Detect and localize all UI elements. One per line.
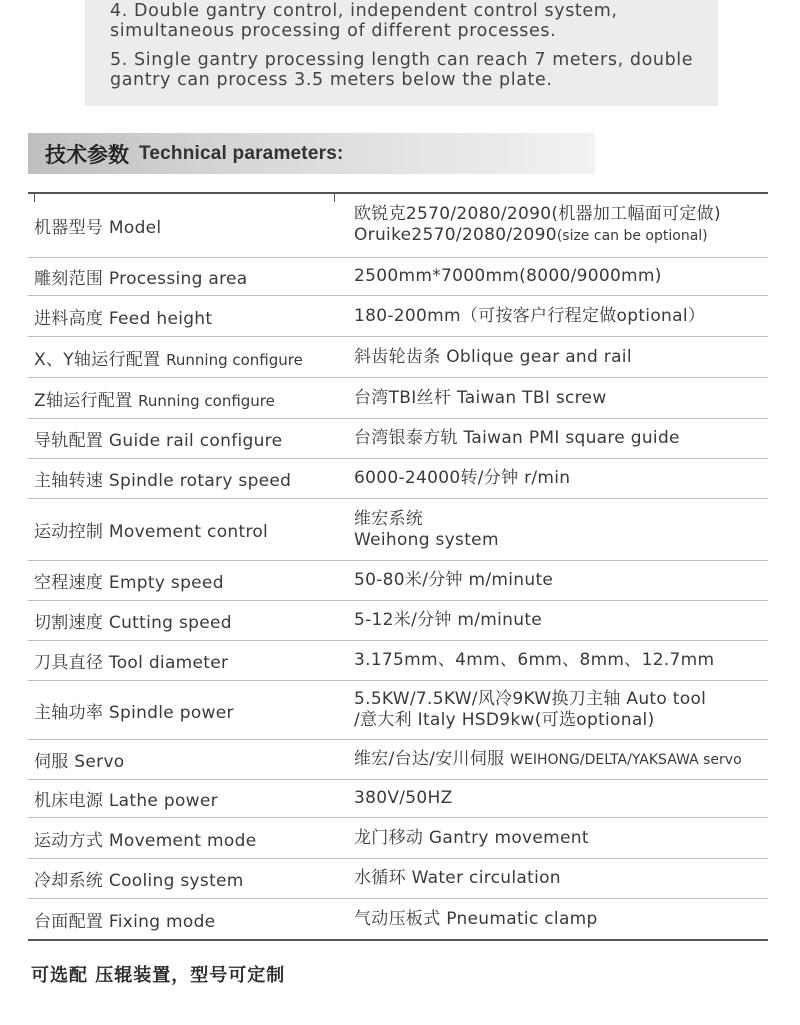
parameter-value (348, 266, 768, 287)
parameter-value (348, 610, 768, 631)
table-row (28, 601, 768, 641)
parameter-label-text: 雕刻范围 Processing area (34, 269, 248, 289)
parameter-value-text: 维宏/台达/安川伺服 (354, 748, 511, 769)
table-row (28, 378, 768, 419)
table-row (28, 499, 768, 561)
parameter-value-line (354, 509, 768, 530)
parameter-label-text: Z轴运行配置 (34, 390, 139, 411)
table-row (28, 459, 768, 499)
section-title-cn: 技术参数 (45, 142, 129, 167)
parameter-value-text: Oruike2570/2080/2090 (354, 225, 557, 245)
parameter-value-line (354, 388, 768, 409)
parameter-value-line (354, 749, 768, 771)
parameter-label-text: 刀具直径 Tool diameter (34, 653, 229, 673)
parameter-value (348, 749, 768, 771)
section-title-bar (28, 133, 595, 174)
parameter-label-text: 运动控制 Movement control (34, 522, 269, 542)
parameter-value-line (354, 610, 768, 631)
parameter-label-small: Running configure (166, 350, 303, 369)
parameter-label (28, 213, 348, 238)
table-row (28, 740, 768, 780)
parameter-value-line (354, 225, 768, 247)
parameter-value-text: 380V/50HZ (354, 788, 453, 808)
intro-box (85, 0, 718, 106)
parameter-label (28, 568, 348, 593)
parameter-label (28, 826, 348, 851)
parameter-value-line (354, 689, 768, 710)
table-row (28, 818, 768, 859)
parameter-label (28, 466, 348, 491)
column-tick (34, 194, 35, 202)
parameter-value-text: 2500mm*7000mm(8000/9000mm) (354, 266, 662, 286)
parameter-label-text: 空程速度 Empty speed (34, 573, 224, 593)
parameter-label-text: 机器型号 Model (34, 218, 162, 238)
parameter-value-text: 3.175mm、4mm、6mm、8mm、12.7mm (354, 650, 715, 670)
parameter-value (348, 909, 768, 930)
parameter-label-text: 进料高度 Feed height (34, 308, 213, 329)
parameter-label (28, 747, 348, 772)
parameter-value-text: 龙门移动 Gantry movement (354, 827, 589, 848)
parameter-value-line (354, 650, 768, 671)
parameter-value-line (354, 347, 768, 368)
parameter-value-line (354, 710, 768, 731)
table-row (28, 641, 768, 681)
parameter-label (28, 866, 348, 891)
parameter-value-text: 180-200mm（可按客户行程定做optional） (354, 305, 706, 326)
parameter-value (348, 570, 768, 591)
table-row (28, 194, 768, 258)
parameter-label-text: 伺服 Servo (34, 752, 125, 772)
parameter-value-line (354, 266, 768, 287)
table-row (28, 419, 768, 459)
parameter-label-text: 主轴转速 Spindle rotary speed (34, 471, 292, 491)
parameter-label (28, 304, 348, 329)
parameter-value (348, 428, 768, 449)
feature-item-5: 5. Single gantry processing length can reach 7 meters, double gantry can process 3.5 meters below the plate. (110, 50, 694, 90)
column-tick (334, 194, 335, 202)
parameter-value-text: 5-12米/分钟 m/minute (354, 610, 543, 630)
parameter-value-small: WEIHONG/DELTA/YAKSAWA servo (510, 751, 742, 768)
parameter-value-line (354, 204, 768, 225)
parameter-value (348, 828, 768, 849)
parameter-value-line (354, 868, 768, 889)
parameter-value-text: 斜齿轮齿条 Oblique gear and rail (354, 346, 632, 367)
parameter-label (28, 648, 348, 673)
parameter-label-text: 冷却系统 Cooling system (34, 871, 244, 891)
parameter-label (28, 786, 348, 811)
parameter-value-text: 欧锐克2570/2080/2090(机器加工幅面可定做) (354, 204, 721, 224)
optional-note: 可选配 压辊装置，型号可定制 (31, 965, 286, 986)
parameter-value (348, 788, 768, 809)
parameter-value-line (354, 909, 768, 930)
parameter-label (28, 698, 348, 723)
parameter-value (348, 204, 768, 247)
parameter-value (348, 468, 768, 489)
parameter-value (348, 509, 768, 551)
table-row (28, 337, 768, 378)
parameter-value (348, 347, 768, 368)
parameter-label (28, 345, 348, 370)
parameter-label-text: 主轴功率 Spindle power (34, 702, 234, 723)
parameter-label (28, 907, 348, 932)
parameter-value-line (354, 468, 768, 489)
parameter-value-text: 台湾银泰方轨 Taiwan PMI square guide (354, 428, 680, 448)
parameter-value-text: 维宏系统 (354, 508, 424, 529)
table-row (28, 561, 768, 601)
parameter-value-line (354, 570, 768, 591)
parameter-label-text: 切割速度 Cutting speed (34, 613, 232, 633)
parameter-value-text: 水循环 Water circulation (354, 868, 561, 888)
parameter-label (28, 386, 348, 411)
table-row (28, 681, 768, 740)
section-title-en: Technical parameters: (139, 142, 344, 164)
parameter-value-text: 50-80米/分钟 m/minute (354, 570, 554, 590)
parameter-label-small: Running configure (138, 391, 275, 410)
parameter-label (28, 264, 348, 289)
parameter-value-small: (size can be optional) (556, 228, 708, 244)
parameter-label-text: 台面配置 Fixing mode (34, 911, 216, 932)
parameter-label (28, 608, 348, 633)
parameter-value (348, 388, 768, 409)
feature-item-4: 4. Double gantry control, independent control system, simultaneous processing of different processes. (110, 1, 618, 41)
table-row (28, 899, 768, 939)
parameter-value-line (354, 530, 768, 551)
parameter-value-text: /意大利 Italy HSD9kw(可选optional) (354, 710, 655, 730)
parameter-label (28, 517, 348, 542)
parameters-table (28, 192, 768, 941)
parameter-value (348, 868, 768, 889)
parameter-value-text: 台湾TBI丝杆 Taiwan TBI screw (354, 387, 607, 408)
parameter-label-text: 导轨配置 Guide rail configure (34, 431, 283, 451)
table-row (28, 780, 768, 818)
parameter-label-text: 运动方式 Movement mode (34, 830, 257, 851)
parameter-label (28, 426, 348, 451)
table-row (28, 296, 768, 337)
table-row (28, 859, 768, 899)
table-row (28, 258, 768, 296)
table-body (28, 194, 768, 939)
parameter-value-line (354, 428, 768, 449)
parameter-value-text: 气动压板式 Pneumatic clamp (354, 908, 598, 929)
parameter-value-line (354, 828, 768, 849)
parameter-value-line (354, 306, 768, 327)
parameter-value (348, 689, 768, 731)
parameter-value-text: 6000-24000转/分钟 r/min (354, 468, 571, 488)
parameter-label-text: X、Y轴运行配置 (34, 349, 167, 370)
parameter-value-line (354, 788, 768, 809)
parameter-value (348, 306, 768, 327)
parameter-label-text: 机床电源 Lathe power (34, 791, 218, 811)
parameter-value (348, 650, 768, 671)
parameter-value-text: Weihong system (354, 529, 499, 550)
parameter-value-text: 5.5KW/7.5KW/风冷9KW换刀主轴 Auto tool (354, 689, 707, 709)
